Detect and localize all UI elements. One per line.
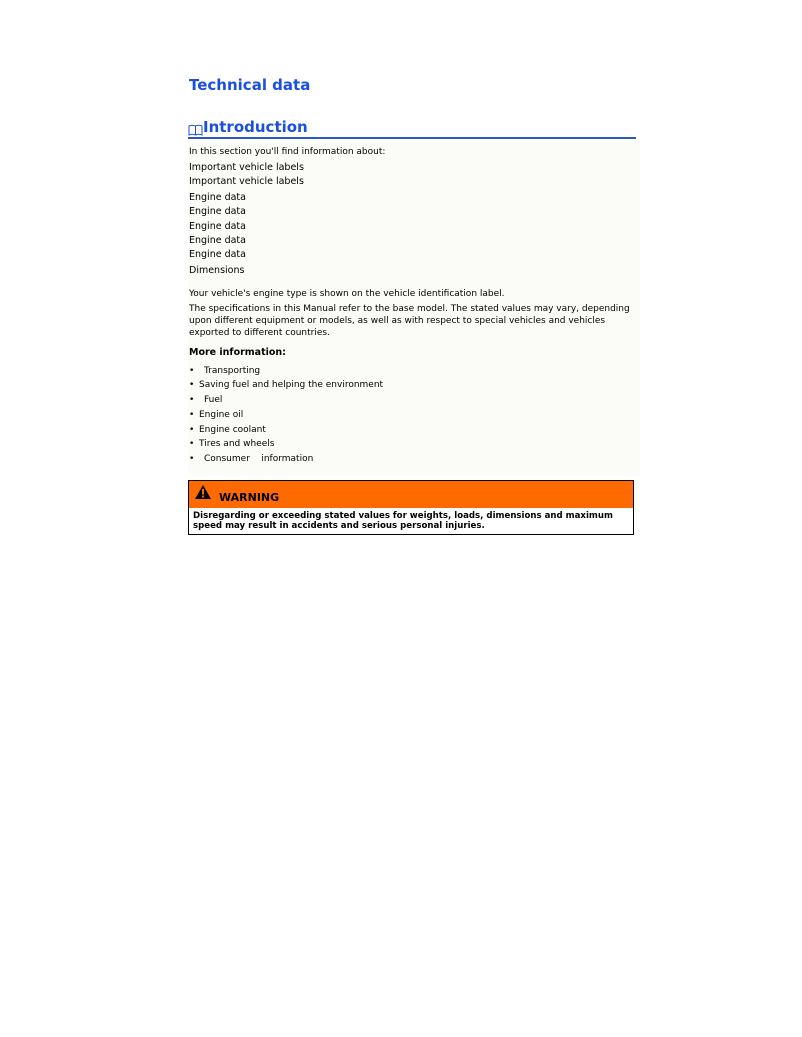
warning-text: Disregarding or exceeding stated values for weights, loads, dimensions and maximum speed may result in accidents and serious personal injuries. <box>193 511 613 531</box>
link-vehicle-labels[interactable]: Important vehicle labels <box>189 176 304 187</box>
link-dimensions[interactable]: Dimensions <box>189 265 245 276</box>
section-title: Introduction <box>203 118 308 136</box>
link-engine-data[interactable]: Engine data <box>189 235 246 246</box>
section-header <box>188 118 636 139</box>
intro-lead: In this section you'll find information about: <box>189 147 386 157</box>
page-title: Technical data <box>189 76 311 94</box>
link-engine-data[interactable]: Engine data <box>189 249 246 260</box>
engine-type-paragraph: Your vehicle's engine type is shown on the vehicle identification label. <box>189 289 505 299</box>
specifications-paragraph: The specifications in this Manual refer to the base model. The stated values may vary, depending upon different equipment or models, as well as with respect to special vehicles and vehicles exported to different countries. <box>189 304 630 338</box>
list-item[interactable]: • Tires and wheels <box>189 439 275 449</box>
list-item[interactable]: • Fuel <box>189 395 223 405</box>
link-vehicle-labels[interactable]: Important vehicle labels <box>189 162 304 173</box>
list-item[interactable]: • Consumer information <box>189 454 314 464</box>
warning-header <box>189 481 633 508</box>
link-engine-data[interactable]: Engine data <box>189 192 246 203</box>
link-engine-data[interactable]: Engine data <box>189 206 246 217</box>
list-item[interactable]: • Saving fuel and helping the environment <box>189 380 384 390</box>
list-item[interactable]: • Engine oil <box>189 410 244 420</box>
list-item[interactable]: • Engine coolant <box>189 425 266 435</box>
warning-triangle-icon <box>194 484 212 504</box>
list-item[interactable]: • Transporting <box>189 366 261 376</box>
warning-label: WARNING <box>219 491 280 504</box>
warning-box <box>188 480 634 535</box>
book-icon <box>188 121 203 140</box>
more-info-heading: More information: <box>189 347 286 358</box>
link-engine-data[interactable]: Engine data <box>189 221 246 232</box>
content-panel <box>188 140 640 476</box>
